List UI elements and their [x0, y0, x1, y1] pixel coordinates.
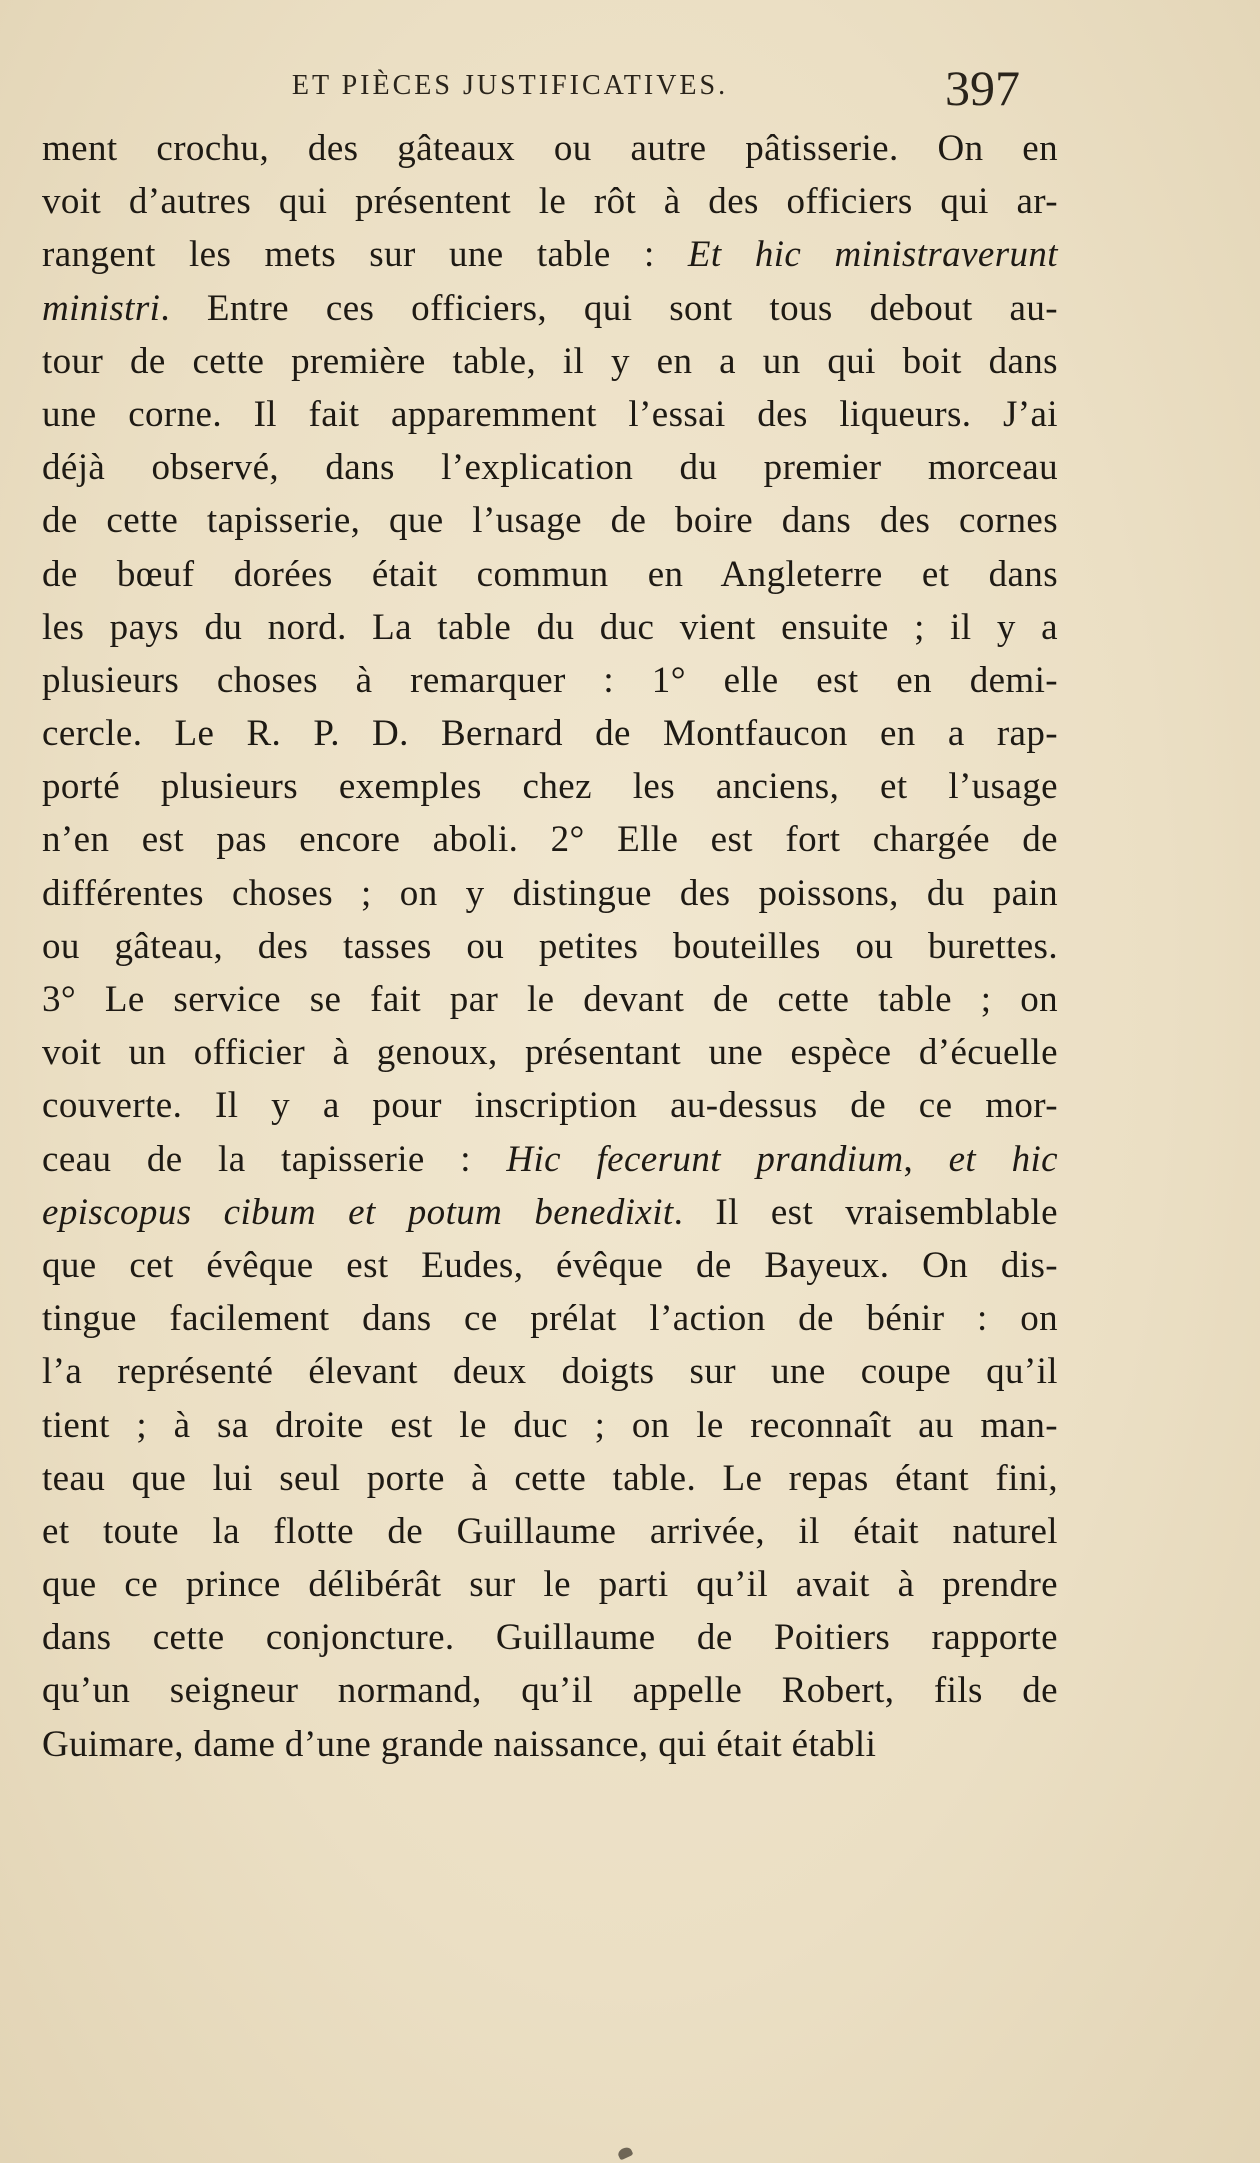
text-segment: ,	[903, 1138, 949, 1180]
text-segment: déjà observé, dans l’explication du premier morceau	[42, 447, 1058, 489]
running-head	[0, 58, 1260, 118]
text-line	[42, 388, 1058, 441]
text-line	[42, 175, 1058, 228]
text-segment: plusieurs choses à remarquer : 1° elle est en demi-	[42, 659, 1058, 701]
text-line	[42, 1718, 1058, 1771]
text-line	[42, 282, 1058, 335]
text-segment: les pays du nord. La table du duc vient ensuite ; il y a	[42, 606, 1058, 648]
text-segment: ou gâteau, des tasses ou petites bouteilles ou burettes.	[42, 925, 1058, 967]
text-segment: . Il est vraisemblable	[673, 1191, 1058, 1233]
text-line	[42, 494, 1058, 547]
text-line	[42, 1505, 1058, 1558]
italic-text: Hic fecerunt prandium	[506, 1138, 904, 1180]
text-segment: différentes choses ; on y distingue des poissons, du pain	[42, 872, 1058, 914]
text-line	[42, 1558, 1058, 1611]
text-line	[42, 548, 1058, 601]
text-line	[42, 122, 1058, 175]
text-segment: l’a représenté élevant deux doigts sur une coupe qu’il	[42, 1351, 1058, 1393]
page-number: 397	[945, 60, 1020, 116]
text-line	[42, 1611, 1058, 1664]
text-line	[42, 813, 1058, 866]
text-line	[42, 867, 1058, 920]
text-segment: porté plusieurs exemples chez les anciens, et l’usage	[42, 766, 1058, 808]
text-segment: cercle. Le R. P. D. Bernard de Montfaucon en a rap-	[42, 713, 1058, 755]
text-segment: rangent les mets sur une table :	[42, 234, 688, 276]
text-line	[42, 1399, 1058, 1452]
text-segment: voit d’autres qui présentent le rôt à des officiers qui ar-	[42, 181, 1058, 223]
text-segment: 3° Le service se fait par le devant de cette table ; on	[42, 979, 1058, 1020]
text-segment: tour de cette première table, il y en a un qui boit dans	[42, 340, 1058, 382]
text-segment: Guimare, dame d’une grande naissance, qui était établi	[42, 1723, 877, 1765]
text-line	[42, 441, 1058, 494]
text-segment: dans cette conjoncture. Guillaume de Poitiers rapporte	[42, 1617, 1058, 1659]
text-line	[42, 335, 1058, 388]
text-segment: de cette tapisserie, que l’usage de boire dans des cornes	[42, 500, 1058, 542]
text-segment: et toute la flotte de Guillaume arrivée, il était naturel	[42, 1510, 1058, 1552]
running-title: ET PIÈCES JUSTIFICATIVES.	[291, 70, 729, 101]
text-line	[42, 973, 1058, 1026]
text-segment: qu’un seigneur normand, qu’il appelle Robert, fils de	[42, 1670, 1058, 1712]
text-segment: ment crochu, des gâteaux ou autre pâtisserie. On en	[42, 128, 1058, 169]
text-line	[42, 1133, 1058, 1186]
text-line	[42, 920, 1058, 973]
ink-blot	[617, 2146, 634, 2161]
text-line	[42, 1026, 1058, 1079]
text-line	[42, 1452, 1058, 1505]
text-segment: une corne. Il fait apparemment l’essai des liqueurs. J’ai	[42, 393, 1058, 435]
text-line	[42, 601, 1058, 654]
text-line	[42, 654, 1058, 707]
text-segment: que ce prince délibérât sur le parti qu’il avait à prendre	[42, 1564, 1058, 1606]
italic-text: Et hic ministraverunt	[687, 234, 1058, 276]
text-line	[42, 1239, 1058, 1292]
body-text	[42, 122, 1058, 1771]
text-line	[42, 1292, 1058, 1345]
text-line	[42, 1345, 1058, 1398]
text-line	[42, 1186, 1058, 1239]
text-segment: ceau de la tapisserie :	[42, 1138, 507, 1180]
text-segment: tient ; à sa droite est le duc ; on le reconnaît au man-	[42, 1404, 1058, 1446]
text-line	[42, 1664, 1058, 1717]
text-segment: . Entre ces officiers, qui sont tous debout au-	[160, 287, 1058, 329]
text-line	[42, 228, 1058, 281]
text-segment: couverte. Il y a pour inscription au-dessus de ce mor-	[42, 1085, 1058, 1127]
italic-text: ministri	[42, 287, 161, 329]
text-line	[42, 1079, 1058, 1132]
text-segment: que cet évêque est Eudes, évêque de Bayeux. On dis-	[42, 1244, 1058, 1286]
text-segment: n’en est pas encore aboli. 2° Elle est fort chargée de	[42, 819, 1058, 861]
text-segment: voit un officier à genoux, présentant une espèce d’écuelle	[42, 1032, 1058, 1074]
text-line	[42, 760, 1058, 813]
text-segment: de bœuf dorées était commun en Angleterre et dans	[42, 553, 1058, 595]
italic-text: episcopus cibum et potum benedixit	[42, 1191, 674, 1233]
italic-text: et hic	[948, 1138, 1058, 1180]
text-line	[42, 707, 1058, 760]
text-segment: tingue facilement dans ce prélat l’action de bénir : on	[42, 1298, 1058, 1340]
text-segment: teau que lui seul porte à cette table. Le repas étant fini,	[42, 1457, 1058, 1499]
